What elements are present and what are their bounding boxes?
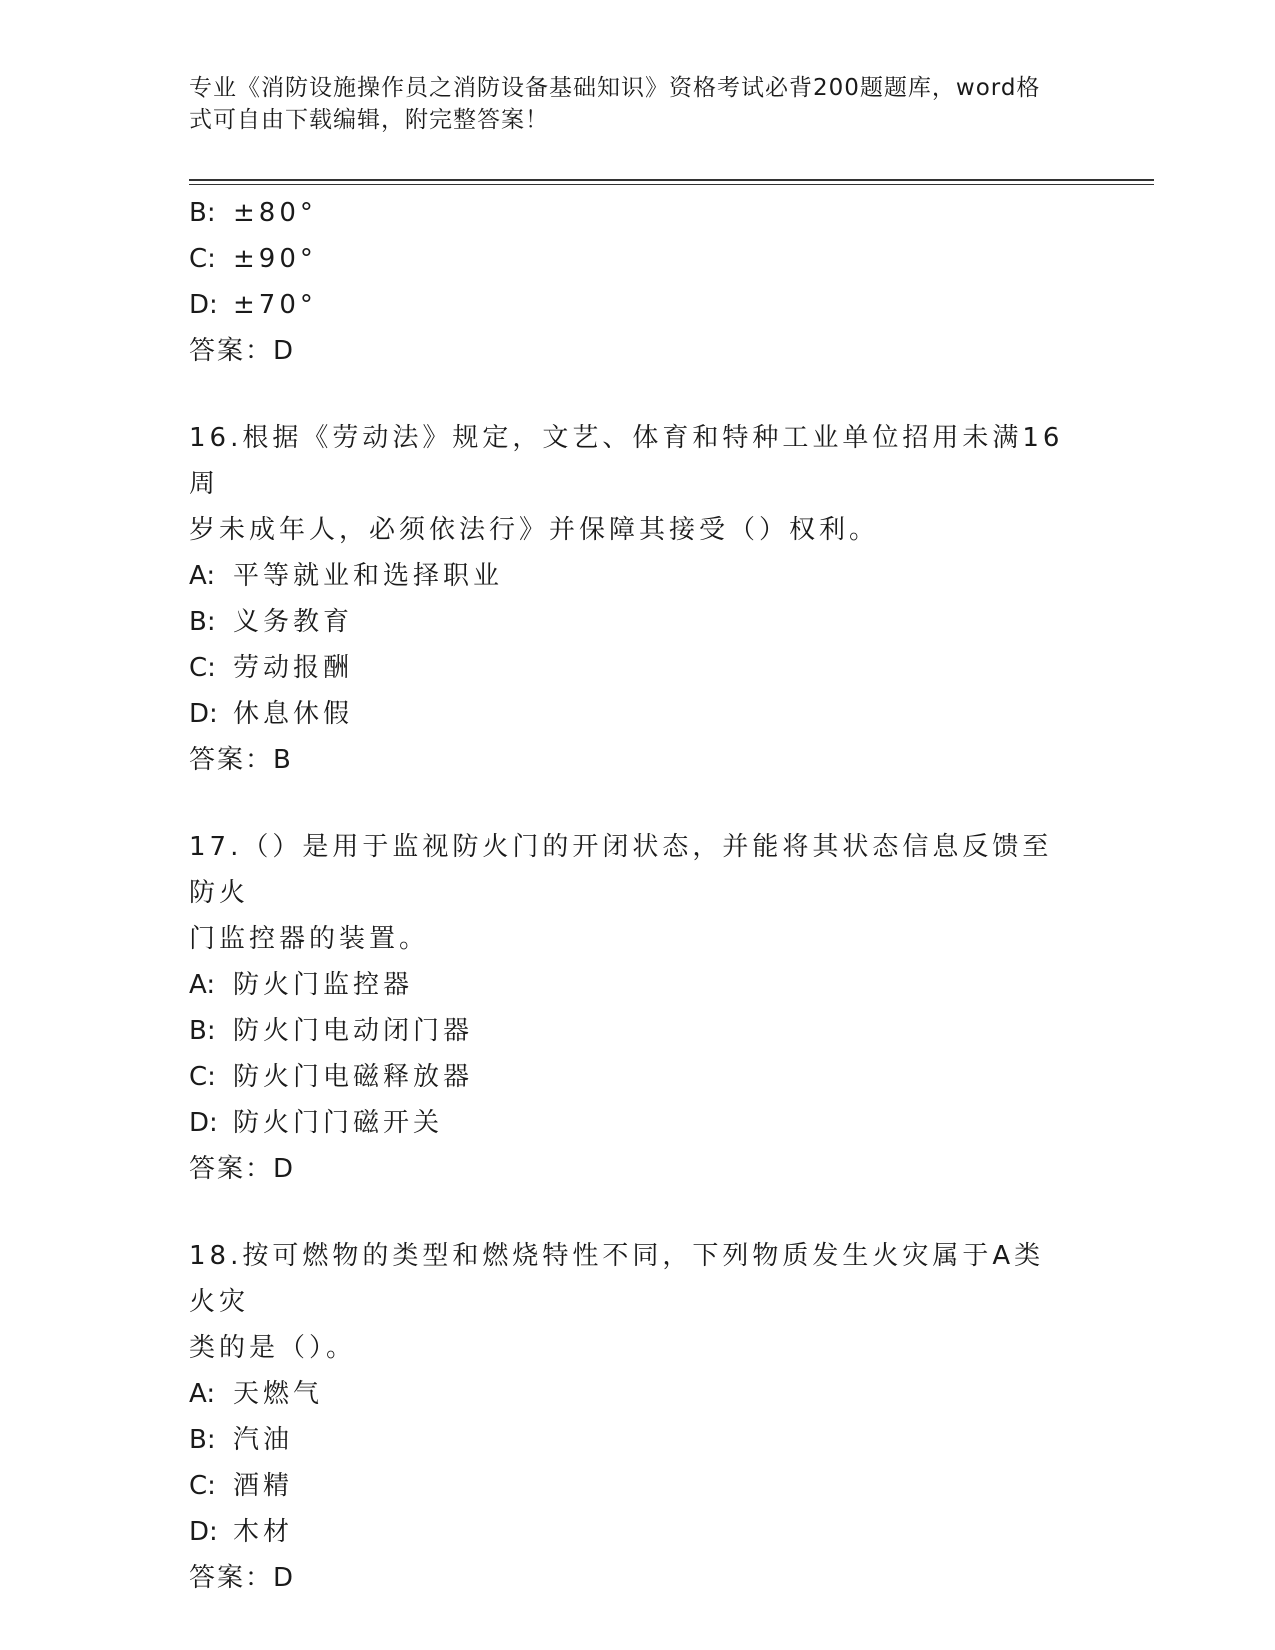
option-a — [189, 553, 1089, 599]
option-letter: D: — [189, 699, 218, 729]
header-title-line-2: 式可自由下载编辑，附完整答案！ — [189, 107, 549, 133]
question-stem-line-2: 岁未成年人，必须依法行》并保障其接受（）权利。 — [189, 515, 880, 545]
answer-line: 答案：D — [189, 336, 296, 366]
option-text: ±90° — [233, 244, 317, 274]
question-stem-line-1: 18.按可燃物的类型和燃烧特性不同，下列物质发生火灾属于A类火灾 — [189, 1241, 1045, 1317]
document-header — [189, 72, 1069, 136]
question-stem-line-1: 16.根据《劳动法》规定，文艺、体育和特种工业单位招用未满16周 — [189, 423, 1064, 499]
option-letter: C: — [189, 653, 216, 683]
option-letter: B: — [189, 1425, 216, 1455]
option-b — [189, 599, 1089, 645]
option-c — [189, 1463, 1089, 1509]
question-list — [189, 190, 1089, 1601]
option-d — [189, 691, 1089, 737]
option-d — [189, 1100, 1089, 1146]
header-divider-thick — [189, 179, 1154, 181]
option-letter: D: — [189, 1517, 218, 1547]
question-stem-line-1: 17.（）是用于监视防火门的开闭状态，并能将其状态信息反馈至防火 — [189, 832, 1053, 908]
option-letter: C: — [189, 244, 216, 274]
question-stem-line-2: 门监控器的装置。 — [189, 924, 430, 954]
option-letter: A: — [189, 1379, 216, 1409]
option-text: 酒精 — [233, 1471, 294, 1501]
option-c — [189, 236, 1089, 282]
question-16 — [189, 415, 1089, 783]
option-text: 休息休假 — [233, 699, 354, 729]
option-letter: C: — [189, 1062, 216, 1092]
option-text: 木材 — [233, 1517, 294, 1547]
option-a — [189, 962, 1089, 1008]
option-text: 平等就业和选择职业 — [233, 561, 504, 591]
question-17 — [189, 824, 1089, 1192]
option-letter: A: — [189, 970, 216, 1000]
option-text: 义务教育 — [233, 607, 354, 637]
option-b — [189, 190, 1089, 236]
option-letter: B: — [189, 1016, 216, 1046]
option-letter: A: — [189, 561, 216, 591]
option-b — [189, 1417, 1089, 1463]
option-text: ±70° — [233, 290, 317, 320]
option-text: ±80° — [233, 198, 317, 228]
answer-line: 答案：D — [189, 1563, 296, 1593]
header-title-line-1: 专业《消防设施操作员之消防设备基础知识》资格考试必背200题题库，word格 — [189, 75, 1041, 101]
option-d — [189, 282, 1089, 328]
question-stem-line-2: 类的是（）。 — [189, 1333, 357, 1363]
option-a — [189, 1371, 1089, 1417]
option-c — [189, 1054, 1089, 1100]
option-letter: D: — [189, 290, 218, 320]
option-text: 汽油 — [233, 1425, 294, 1455]
header-divider-thin — [189, 184, 1154, 185]
option-letter: D: — [189, 1108, 218, 1138]
option-text: 天燃气 — [233, 1379, 324, 1409]
option-b — [189, 1008, 1089, 1054]
option-c — [189, 645, 1089, 691]
option-letter: B: — [189, 198, 216, 228]
option-text: 劳动报酬 — [233, 653, 354, 683]
answer-line: 答案：D — [189, 1154, 296, 1184]
option-d — [189, 1509, 1089, 1555]
question-15-continued — [189, 190, 1089, 374]
option-text: 防火门电动闭门器 — [233, 1016, 474, 1046]
option-text: 防火门电磁释放器 — [233, 1062, 474, 1092]
option-text: 防火门门磁开关 — [233, 1108, 444, 1138]
option-text: 防火门监控器 — [233, 970, 414, 1000]
question-18 — [189, 1233, 1089, 1601]
option-letter: C: — [189, 1471, 216, 1501]
option-letter: B: — [189, 607, 216, 637]
answer-line: 答案：B — [189, 745, 293, 775]
